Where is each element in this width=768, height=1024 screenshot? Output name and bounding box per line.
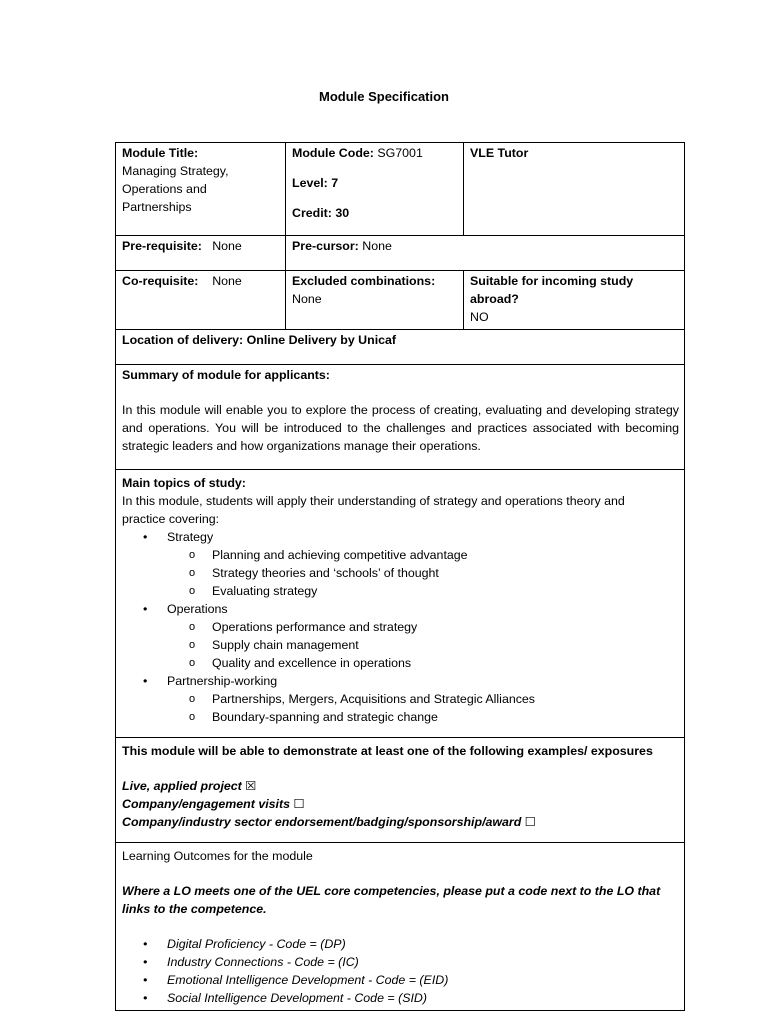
- module-title-label: Module Title:: [122, 146, 199, 160]
- list-item: • Emotional Intelligence Development - Code = (EID): [143, 973, 449, 987]
- list-item: o Strategy theories and ‘schools’ of thought: [189, 566, 439, 580]
- summary-row: [116, 365, 685, 470]
- subtopics-list: [167, 618, 679, 672]
- bullet-icon: •: [143, 674, 148, 688]
- unchecked-box-icon: ☐: [524, 815, 536, 829]
- outcomes-note: Where a LO meets one of the UEL core competencies, please put a code next to the LO that links to the competence.: [122, 884, 661, 916]
- bullet-icon: •: [143, 530, 148, 544]
- excluded-combinations-value: None: [292, 292, 322, 306]
- bullet-icon: •: [143, 602, 148, 616]
- list-item: • Industry Connections - Code = (IC): [143, 955, 359, 969]
- circle-bullet-icon: o: [189, 585, 196, 597]
- circle-bullet-icon: o: [189, 693, 196, 705]
- topics-list: [122, 528, 679, 726]
- circle-bullet-icon: o: [189, 711, 196, 723]
- corequisite-label: Co-requisite:: [122, 274, 199, 288]
- topics-row: [116, 470, 685, 738]
- list-item: o Partnerships, Mergers, Acquisitions and Strategic Alliances: [189, 692, 536, 706]
- prerequisite-value: None: [212, 239, 242, 253]
- summary-heading: Summary of module for applicants:: [122, 368, 330, 382]
- excluded-combinations-label: Excluded combinations:: [292, 274, 436, 288]
- module-code-cell: [286, 143, 464, 236]
- summary-cell: [116, 365, 685, 470]
- topics-cell: [116, 470, 685, 738]
- corequisite-value: None: [212, 274, 242, 288]
- prerequisite-row: [116, 236, 685, 271]
- list-item: o Operations performance and strategy: [189, 620, 418, 634]
- module-code-label: Module Code:: [292, 146, 374, 160]
- module-title-cell: [116, 143, 286, 236]
- level-label: Level: 7: [292, 176, 339, 190]
- list-item: • Social Intelligence Development - Code = (SID): [143, 991, 427, 1005]
- study-abroad-cell: [464, 271, 685, 330]
- bullet-icon: •: [143, 937, 148, 951]
- exposure-item: Live, applied project ☒: [122, 779, 257, 793]
- bullet-icon: •: [143, 991, 148, 1005]
- topic-label: Strategy: [167, 530, 214, 544]
- exposure-item: Company/engagement visits ☐: [122, 797, 305, 811]
- corequisite-cell: [116, 271, 286, 330]
- topic-label: Operations: [167, 602, 228, 616]
- circle-bullet-icon: o: [189, 639, 196, 651]
- exposures-heading: This module will be able to demonstrate at least one of the following examples/ exposures: [122, 744, 653, 758]
- outcomes-row: [116, 843, 685, 1011]
- exposures-row: [116, 738, 685, 843]
- study-abroad-label: Suitable for incoming study abroad?: [470, 274, 634, 306]
- vle-tutor-label: VLE Tutor: [470, 146, 529, 160]
- prerequisite-cell: [116, 236, 286, 271]
- circle-bullet-icon: o: [189, 621, 196, 633]
- list-item: • Digital Proficiency - Code = (DP): [143, 937, 346, 951]
- circle-bullet-icon: o: [189, 567, 196, 579]
- module-spec-table: [115, 142, 685, 1011]
- list-item: o Planning and achieving competitive advantage: [189, 548, 468, 562]
- competency-list: [122, 935, 679, 1007]
- module-code-value: SG7001: [377, 146, 423, 160]
- circle-bullet-icon: o: [189, 549, 196, 561]
- checked-box-icon: ☒: [245, 779, 257, 793]
- location-of-delivery: Location of delivery: Online Delivery by Unicaf: [122, 333, 397, 347]
- list-item: o Boundary-spanning and strategic change: [189, 710, 438, 724]
- list-item: [122, 600, 679, 672]
- outcomes-heading: Learning Outcomes for the module: [122, 849, 313, 863]
- topics-intro: In this module, students will apply their understanding of strategy and operations theory and practice covering:: [122, 494, 625, 526]
- location-cell: [116, 330, 685, 365]
- vle-tutor-cell: [464, 143, 685, 236]
- unchecked-box-icon: ☐: [293, 797, 305, 811]
- precursor-label: Pre-cursor:: [292, 239, 359, 253]
- bullet-icon: •: [143, 955, 148, 969]
- summary-text: In this module will enable you to explore the process of creating, evaluating and developing strategy and operations. You will be introduced to the challenges and practices associated with becoming strategic leaders and how organizations manage their operations.: [122, 403, 679, 453]
- precursor-value: None: [362, 239, 392, 253]
- list-item: o Quality and excellence in operations: [189, 656, 412, 670]
- subtopics-list: [167, 546, 679, 600]
- study-abroad-value: NO: [470, 310, 489, 324]
- location-row: [116, 330, 685, 365]
- list-item: [122, 528, 679, 600]
- bullet-icon: •: [143, 973, 148, 987]
- excluded-combinations-cell: [286, 271, 464, 330]
- module-title-value: Managing Strategy, Operations and Partnerships: [122, 164, 229, 214]
- subtopics-list: [167, 690, 679, 726]
- topics-heading: Main topics of study:: [122, 476, 246, 490]
- document-title: Module Specification: [318, 89, 449, 104]
- list-item: o Supply chain management: [189, 638, 359, 652]
- list-item: [122, 672, 679, 726]
- prerequisite-label: Pre-requisite:: [122, 239, 202, 253]
- exposures-cell: [116, 738, 685, 843]
- topic-label: Partnership-working: [167, 674, 278, 688]
- credit-label: Credit: 30: [292, 206, 350, 220]
- list-item: o Evaluating strategy: [189, 584, 318, 598]
- module-title-row: [116, 143, 685, 236]
- outcomes-cell: [116, 843, 685, 1011]
- circle-bullet-icon: o: [189, 657, 196, 669]
- corequisite-row: [116, 271, 685, 330]
- precursor-cell: [286, 236, 685, 271]
- exposure-item: Company/industry sector endorsement/badging/sponsorship/award ☐: [122, 815, 536, 829]
